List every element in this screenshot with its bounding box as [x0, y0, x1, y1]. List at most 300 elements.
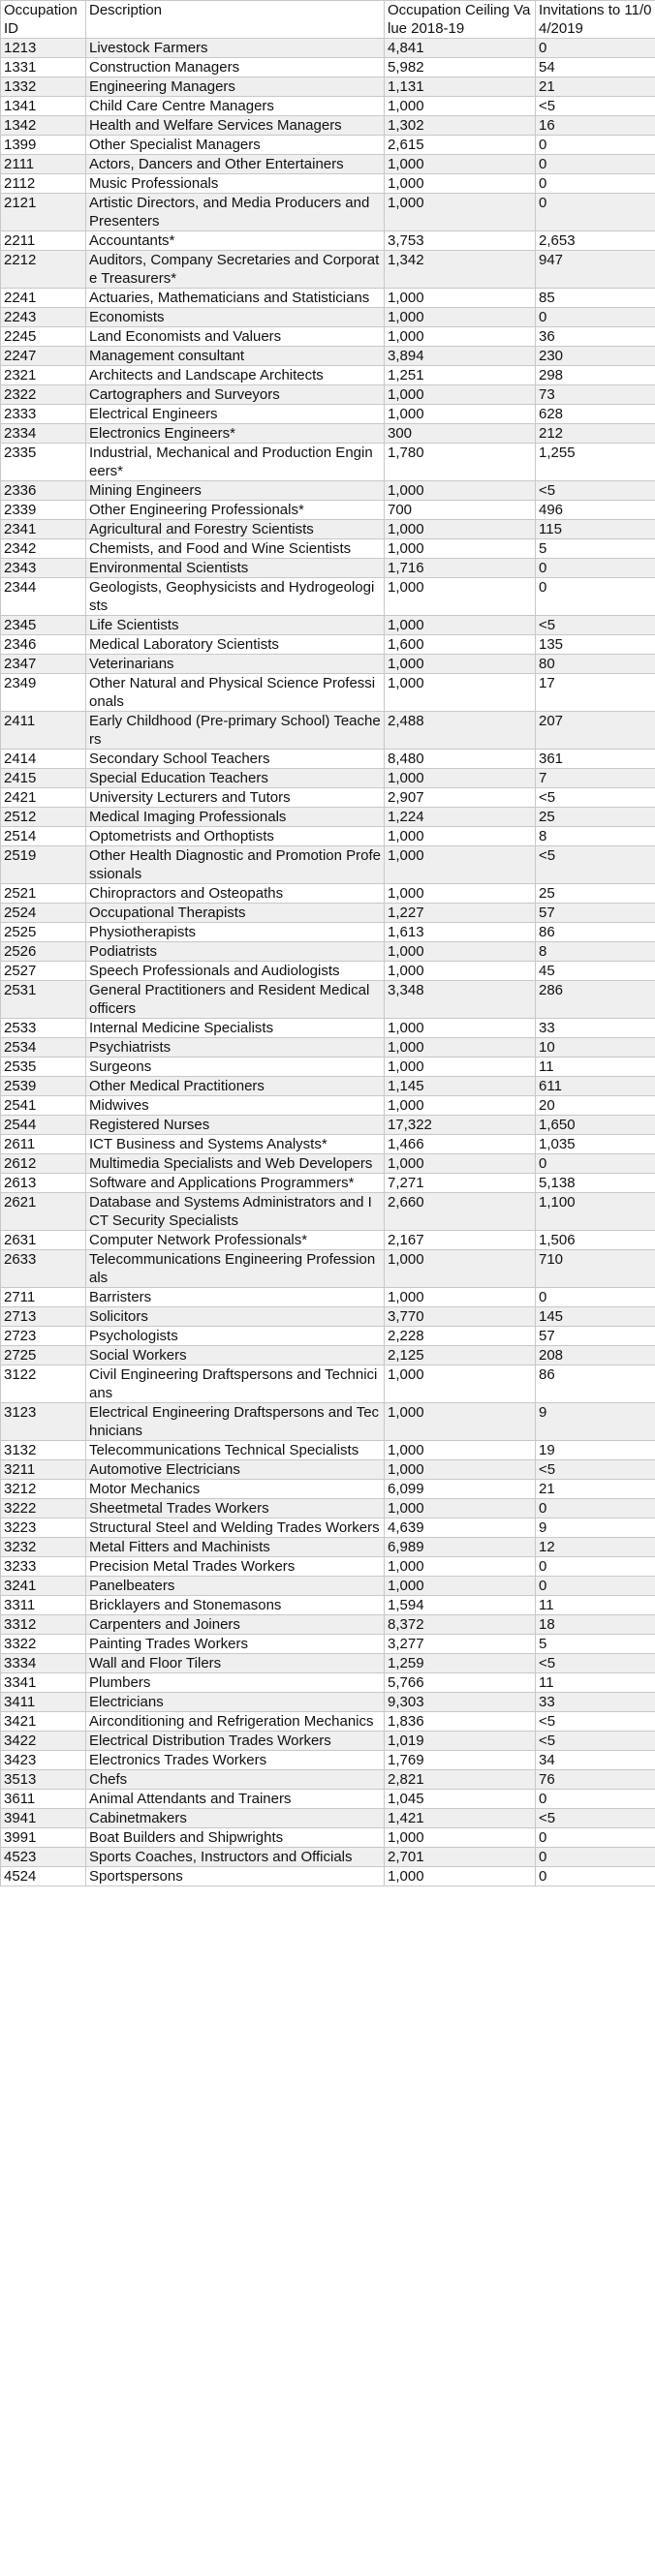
cell-invitations: <5 [536, 1809, 655, 1828]
cell-ceiling-value: 2,125 [385, 1346, 536, 1365]
cell-occupation-id: 2245 [1, 327, 86, 347]
table-row [1, 97, 655, 116]
cell-ceiling-value: 1,000 [385, 481, 536, 501]
cell-description: Surgeons [86, 1058, 385, 1077]
cell-ceiling-value: 5,766 [385, 1673, 536, 1693]
cell-occupation-id: 2421 [1, 788, 86, 808]
cell-description: Automotive Electricians [86, 1460, 385, 1480]
table-row [1, 1751, 655, 1770]
cell-invitations: 11 [536, 1596, 655, 1615]
cell-description: Secondary School Teachers [86, 750, 385, 769]
cell-occupation-id: 3312 [1, 1615, 86, 1635]
cell-ceiling-value: 8,372 [385, 1615, 536, 1635]
cell-description: Boat Builders and Shipwrights [86, 1828, 385, 1848]
table-row [1, 116, 655, 136]
cell-description: Midwives [86, 1096, 385, 1116]
cell-ceiling-value: 2,167 [385, 1231, 536, 1250]
cell-occupation-id: 1342 [1, 116, 86, 136]
cell-ceiling-value: 1,769 [385, 1751, 536, 1770]
cell-ceiling-value: 1,131 [385, 77, 536, 97]
table-row [1, 1058, 655, 1077]
cell-invitations: 212 [536, 424, 655, 444]
cell-occupation-id: 2121 [1, 194, 86, 231]
table-row [1, 366, 655, 385]
cell-ceiling-value: 1,000 [385, 327, 536, 347]
cell-invitations: 0 [536, 136, 655, 155]
cell-ceiling-value: 2,701 [385, 1848, 536, 1867]
cell-ceiling-value: 1,000 [385, 769, 536, 788]
cell-occupation-id: 2531 [1, 981, 86, 1019]
cell-description: Bricklayers and Stonemasons [86, 1596, 385, 1615]
cell-invitations: 17 [536, 674, 655, 712]
cell-ceiling-value: 6,099 [385, 1480, 536, 1499]
table-row [1, 1460, 655, 1480]
table-row [1, 39, 655, 58]
cell-description: Painting Trades Workers [86, 1635, 385, 1654]
cell-invitations: 5 [536, 539, 655, 559]
table-row [1, 923, 655, 942]
cell-occupation-id: 2711 [1, 1288, 86, 1307]
cell-ceiling-value: 1,000 [385, 385, 536, 405]
table-row [1, 1077, 655, 1096]
cell-invitations: 54 [536, 58, 655, 77]
cell-ceiling-value: 7,271 [385, 1174, 536, 1193]
cell-description: Electronics Engineers* [86, 424, 385, 444]
cell-description: Sportspersons [86, 1867, 385, 1886]
cell-invitations: <5 [536, 481, 655, 501]
cell-invitations: 45 [536, 962, 655, 981]
cell-invitations: 8 [536, 942, 655, 962]
table-row [1, 1867, 655, 1886]
cell-occupation-id: 3513 [1, 1770, 86, 1790]
cell-description: Social Workers [86, 1346, 385, 1365]
cell-occupation-id: 2341 [1, 520, 86, 539]
table-row [1, 424, 655, 444]
cell-invitations: 5 [536, 1635, 655, 1654]
cell-occupation-id: 2514 [1, 827, 86, 846]
cell-description: Other Natural and Physical Science Professionals [86, 674, 385, 712]
cell-invitations: 0 [536, 155, 655, 174]
cell-occupation-id: 2241 [1, 289, 86, 308]
cell-ceiling-value: 1,000 [385, 1828, 536, 1848]
table-row [1, 616, 655, 635]
cell-description: Music Professionals [86, 174, 385, 194]
cell-description: Occupational Therapists [86, 904, 385, 923]
cell-description: General Practitioners and Resident Medical officers [86, 981, 385, 1019]
cell-description: Carpenters and Joiners [86, 1615, 385, 1635]
cell-description: Cabinetmakers [86, 1809, 385, 1828]
cell-occupation-id: 3322 [1, 1635, 86, 1654]
table-row [1, 1135, 655, 1154]
cell-occupation-id: 2212 [1, 251, 86, 289]
cell-occupation-id: 2535 [1, 1058, 86, 1077]
cell-occupation-id: 3232 [1, 1538, 86, 1557]
cell-description: Accountants* [86, 231, 385, 251]
cell-description: Sports Coaches, Instructors and Officials [86, 1848, 385, 1867]
cell-description: Chemists, and Food and Wine Scientists [86, 539, 385, 559]
cell-occupation-id: 2321 [1, 366, 86, 385]
cell-ceiling-value: 1,000 [385, 1499, 536, 1518]
cell-occupation-id: 2247 [1, 347, 86, 366]
cell-occupation-id: 3241 [1, 1577, 86, 1596]
table-row [1, 981, 655, 1019]
cell-invitations: 25 [536, 808, 655, 827]
table-row [1, 942, 655, 962]
cell-invitations: 286 [536, 981, 655, 1019]
cell-invitations: <5 [536, 1712, 655, 1732]
cell-occupation-id: 2414 [1, 750, 86, 769]
cell-invitations: 11 [536, 1673, 655, 1693]
table-row [1, 539, 655, 559]
table-row [1, 788, 655, 808]
cell-description: Database and Systems Administrators and ICT Security Specialists [86, 1193, 385, 1231]
cell-ceiling-value: 1,000 [385, 1557, 536, 1577]
cell-ceiling-value: 1,227 [385, 904, 536, 923]
table-row [1, 1307, 655, 1327]
cell-invitations: 12 [536, 1538, 655, 1557]
cell-occupation-id: 1399 [1, 136, 86, 155]
table-row [1, 385, 655, 405]
cell-ceiling-value: 1,000 [385, 1096, 536, 1116]
cell-occupation-id: 2512 [1, 808, 86, 827]
cell-ceiling-value: 1,000 [385, 674, 536, 712]
table-row [1, 231, 655, 251]
table-row [1, 904, 655, 923]
table-row [1, 1193, 655, 1231]
header-occupation-id: Occupation ID [1, 1, 86, 39]
cell-occupation-id: 3233 [1, 1557, 86, 1577]
cell-occupation-id: 1332 [1, 77, 86, 97]
cell-ceiling-value: 300 [385, 424, 536, 444]
cell-description: Management consultant [86, 347, 385, 366]
table-row [1, 327, 655, 347]
cell-invitations: 0 [536, 1867, 655, 1886]
cell-description: Industrial, Mechanical and Production Engineers* [86, 444, 385, 481]
cell-invitations: <5 [536, 846, 655, 884]
cell-description: Environmental Scientists [86, 559, 385, 578]
table-row [1, 1538, 655, 1557]
cell-ceiling-value: 1,000 [385, 1058, 536, 1077]
cell-occupation-id: 4524 [1, 1867, 86, 1886]
cell-invitations: 80 [536, 655, 655, 674]
cell-occupation-id: 3611 [1, 1790, 86, 1809]
cell-ceiling-value: 1,000 [385, 1365, 536, 1403]
table-row [1, 884, 655, 904]
cell-invitations: 0 [536, 194, 655, 231]
cell-description: Airconditioning and Refrigeration Mechanics [86, 1712, 385, 1732]
table-row [1, 1693, 655, 1712]
table-row [1, 1577, 655, 1596]
cell-occupation-id: 1331 [1, 58, 86, 77]
table-row [1, 1499, 655, 1518]
cell-occupation-id: 2713 [1, 1307, 86, 1327]
cell-invitations: 76 [536, 1770, 655, 1790]
cell-ceiling-value: 1,302 [385, 116, 536, 136]
cell-invitations: 8 [536, 827, 655, 846]
cell-ceiling-value: 1,000 [385, 827, 536, 846]
cell-invitations: 115 [536, 520, 655, 539]
cell-occupation-id: 2521 [1, 884, 86, 904]
table-row [1, 655, 655, 674]
header-ceiling-value: Occupation Ceiling Value 2018-19 [385, 1, 536, 39]
cell-description: Metal Fitters and Machinists [86, 1538, 385, 1557]
cell-invitations: 86 [536, 1365, 655, 1403]
table-row [1, 827, 655, 846]
cell-ceiling-value: 1,000 [385, 174, 536, 194]
cell-invitations: 36 [536, 327, 655, 347]
cell-description: Geologists, Geophysicists and Hydrogeologists [86, 578, 385, 616]
cell-invitations: 21 [536, 77, 655, 97]
cell-description: Mining Engineers [86, 481, 385, 501]
cell-occupation-id: 3132 [1, 1441, 86, 1460]
cell-occupation-id: 3941 [1, 1809, 86, 1828]
table-row [1, 520, 655, 539]
cell-ceiling-value: 1,000 [385, 155, 536, 174]
table-row [1, 1019, 655, 1038]
cell-ceiling-value: 3,753 [385, 231, 536, 251]
cell-ceiling-value: 6,989 [385, 1538, 536, 1557]
cell-invitations: 1,506 [536, 1231, 655, 1250]
cell-invitations: 0 [536, 174, 655, 194]
cell-ceiling-value: 1,000 [385, 942, 536, 962]
cell-description: Solicitors [86, 1307, 385, 1327]
cell-occupation-id: 2111 [1, 155, 86, 174]
cell-invitations: 1,100 [536, 1193, 655, 1231]
cell-ceiling-value: 1,421 [385, 1809, 536, 1828]
cell-occupation-id: 2343 [1, 559, 86, 578]
cell-occupation-id: 3211 [1, 1460, 86, 1480]
table-row [1, 251, 655, 289]
cell-description: Wall and Floor Tilers [86, 1654, 385, 1673]
cell-ceiling-value: 1,259 [385, 1654, 536, 1673]
table-row [1, 1673, 655, 1693]
cell-invitations: 19 [536, 1441, 655, 1460]
table-row [1, 481, 655, 501]
table-row [1, 1615, 655, 1635]
cell-invitations: 361 [536, 750, 655, 769]
cell-ceiling-value: 1,045 [385, 1790, 536, 1809]
cell-invitations: 1,255 [536, 444, 655, 481]
table-row [1, 1365, 655, 1403]
table-row [1, 578, 655, 616]
cell-ceiling-value: 1,000 [385, 1441, 536, 1460]
cell-occupation-id: 3991 [1, 1828, 86, 1848]
cell-ceiling-value: 1,000 [385, 405, 536, 424]
cell-invitations: 2,653 [536, 231, 655, 251]
table-row [1, 674, 655, 712]
cell-occupation-id: 2333 [1, 405, 86, 424]
cell-description: Physiotherapists [86, 923, 385, 942]
cell-description: Telecommunications Engineering Professionals [86, 1250, 385, 1288]
cell-description: Electrical Engineering Draftspersons and Technicians [86, 1403, 385, 1441]
cell-description: Multimedia Specialists and Web Developers [86, 1154, 385, 1174]
cell-occupation-id: 2534 [1, 1038, 86, 1058]
table-row [1, 1654, 655, 1673]
cell-ceiling-value: 1,000 [385, 520, 536, 539]
cell-ceiling-value: 1,000 [385, 539, 536, 559]
cell-description: Plumbers [86, 1673, 385, 1693]
table-row [1, 136, 655, 155]
cell-ceiling-value: 9,303 [385, 1693, 536, 1712]
cell-invitations: 25 [536, 884, 655, 904]
cell-occupation-id: 4523 [1, 1848, 86, 1867]
cell-invitations: 230 [536, 347, 655, 366]
cell-description: Land Economists and Valuers [86, 327, 385, 347]
cell-invitations: <5 [536, 1460, 655, 1480]
cell-description: Structural Steel and Welding Trades Workers [86, 1518, 385, 1538]
cell-ceiling-value: 1,000 [385, 655, 536, 674]
cell-ceiling-value: 3,894 [385, 347, 536, 366]
table-row [1, 308, 655, 327]
cell-invitations: 0 [536, 1790, 655, 1809]
cell-invitations: 57 [536, 1327, 655, 1346]
cell-invitations: 33 [536, 1693, 655, 1712]
table-row [1, 1790, 655, 1809]
cell-description: Psychiatrists [86, 1038, 385, 1058]
cell-description: Medical Imaging Professionals [86, 808, 385, 827]
cell-occupation-id: 2335 [1, 444, 86, 481]
cell-invitations: 5,138 [536, 1174, 655, 1193]
cell-occupation-id: 2347 [1, 655, 86, 674]
cell-occupation-id: 3421 [1, 1712, 86, 1732]
cell-occupation-id: 3123 [1, 1403, 86, 1441]
cell-description: Registered Nurses [86, 1116, 385, 1135]
header-description: Description [86, 1, 385, 39]
cell-invitations: 34 [536, 1751, 655, 1770]
cell-occupation-id: 1341 [1, 97, 86, 116]
cell-description: Other Specialist Managers [86, 136, 385, 155]
cell-ceiling-value: 1,000 [385, 578, 536, 616]
cell-description: Health and Welfare Services Managers [86, 116, 385, 136]
cell-occupation-id: 2611 [1, 1135, 86, 1154]
table-row [1, 1635, 655, 1654]
cell-description: Medical Laboratory Scientists [86, 635, 385, 655]
cell-invitations: 7 [536, 769, 655, 788]
table-row [1, 712, 655, 750]
table-row [1, 1154, 655, 1174]
table-row [1, 444, 655, 481]
cell-ceiling-value: 1,000 [385, 1460, 536, 1480]
cell-invitations: 0 [536, 1288, 655, 1307]
cell-occupation-id: 3423 [1, 1751, 86, 1770]
cell-occupation-id: 3223 [1, 1518, 86, 1538]
cell-ceiling-value: 1,000 [385, 194, 536, 231]
table-row [1, 962, 655, 981]
cell-invitations: 710 [536, 1250, 655, 1288]
cell-description: Economists [86, 308, 385, 327]
cell-ceiling-value: 1,145 [385, 1077, 536, 1096]
cell-occupation-id: 3311 [1, 1596, 86, 1615]
cell-invitations: 0 [536, 1154, 655, 1174]
cell-occupation-id: 2342 [1, 539, 86, 559]
table-row [1, 1231, 655, 1250]
cell-invitations: 18 [536, 1615, 655, 1635]
cell-occupation-id: 2525 [1, 923, 86, 942]
cell-ceiling-value: 1,000 [385, 1019, 536, 1038]
cell-occupation-id: 2725 [1, 1346, 86, 1365]
table-row [1, 174, 655, 194]
cell-invitations: <5 [536, 1654, 655, 1673]
cell-occupation-id: 3122 [1, 1365, 86, 1403]
cell-occupation-id: 2533 [1, 1019, 86, 1038]
cell-description: Barristers [86, 1288, 385, 1307]
cell-description: Livestock Farmers [86, 39, 385, 58]
cell-description: Animal Attendants and Trainers [86, 1790, 385, 1809]
cell-occupation-id: 2631 [1, 1231, 86, 1250]
cell-ceiling-value: 8,480 [385, 750, 536, 769]
cell-ceiling-value: 2,228 [385, 1327, 536, 1346]
cell-occupation-id: 3341 [1, 1673, 86, 1693]
cell-ceiling-value: 1,251 [385, 366, 536, 385]
cell-description: Speech Professionals and Audiologists [86, 962, 385, 981]
cell-occupation-id: 2243 [1, 308, 86, 327]
cell-invitations: 86 [536, 923, 655, 942]
cell-invitations: 0 [536, 1828, 655, 1848]
cell-description: Chiropractors and Osteopaths [86, 884, 385, 904]
cell-ceiling-value: 1,224 [385, 808, 536, 827]
cell-occupation-id: 2411 [1, 712, 86, 750]
table-row [1, 635, 655, 655]
table-row [1, 1828, 655, 1848]
table-row [1, 1596, 655, 1615]
cell-description: Motor Mechanics [86, 1480, 385, 1499]
cell-invitations: 0 [536, 559, 655, 578]
cell-occupation-id: 1213 [1, 39, 86, 58]
cell-occupation-id: 2613 [1, 1174, 86, 1193]
cell-description: Panelbeaters [86, 1577, 385, 1596]
cell-invitations: 33 [536, 1019, 655, 1038]
cell-occupation-id: 2346 [1, 635, 86, 655]
cell-invitations: 0 [536, 1499, 655, 1518]
cell-occupation-id: 2539 [1, 1077, 86, 1096]
cell-occupation-id: 2524 [1, 904, 86, 923]
table-row [1, 1096, 655, 1116]
table-row [1, 1770, 655, 1790]
cell-description: Sheetmetal Trades Workers [86, 1499, 385, 1518]
cell-invitations: 298 [536, 366, 655, 385]
table-row [1, 1809, 655, 1828]
cell-ceiling-value: 1,342 [385, 251, 536, 289]
cell-ceiling-value: 1,000 [385, 1154, 536, 1174]
cell-description: Electricians [86, 1693, 385, 1712]
cell-ceiling-value: 1,836 [385, 1712, 536, 1732]
cell-invitations: 21 [536, 1480, 655, 1499]
cell-invitations: 947 [536, 251, 655, 289]
cell-invitations: 208 [536, 1346, 655, 1365]
table-row [1, 58, 655, 77]
cell-occupation-id: 3422 [1, 1732, 86, 1751]
cell-description: Civil Engineering Draftspersons and Technicians [86, 1365, 385, 1403]
cell-invitations: 10 [536, 1038, 655, 1058]
cell-occupation-id: 3212 [1, 1480, 86, 1499]
cell-description: Software and Applications Programmers* [86, 1174, 385, 1193]
table-row [1, 769, 655, 788]
cell-occupation-id: 2345 [1, 616, 86, 635]
table-row [1, 846, 655, 884]
cell-ceiling-value: 1,000 [385, 308, 536, 327]
cell-description: Architects and Landscape Architects [86, 366, 385, 385]
cell-invitations: <5 [536, 1732, 655, 1751]
table-row [1, 1480, 655, 1499]
cell-ceiling-value: 4,841 [385, 39, 536, 58]
cell-invitations: 135 [536, 635, 655, 655]
cell-invitations: 0 [536, 39, 655, 58]
cell-description: University Lecturers and Tutors [86, 788, 385, 808]
table-row [1, 194, 655, 231]
cell-occupation-id: 2541 [1, 1096, 86, 1116]
cell-ceiling-value: 1,000 [385, 1038, 536, 1058]
cell-occupation-id: 2322 [1, 385, 86, 405]
